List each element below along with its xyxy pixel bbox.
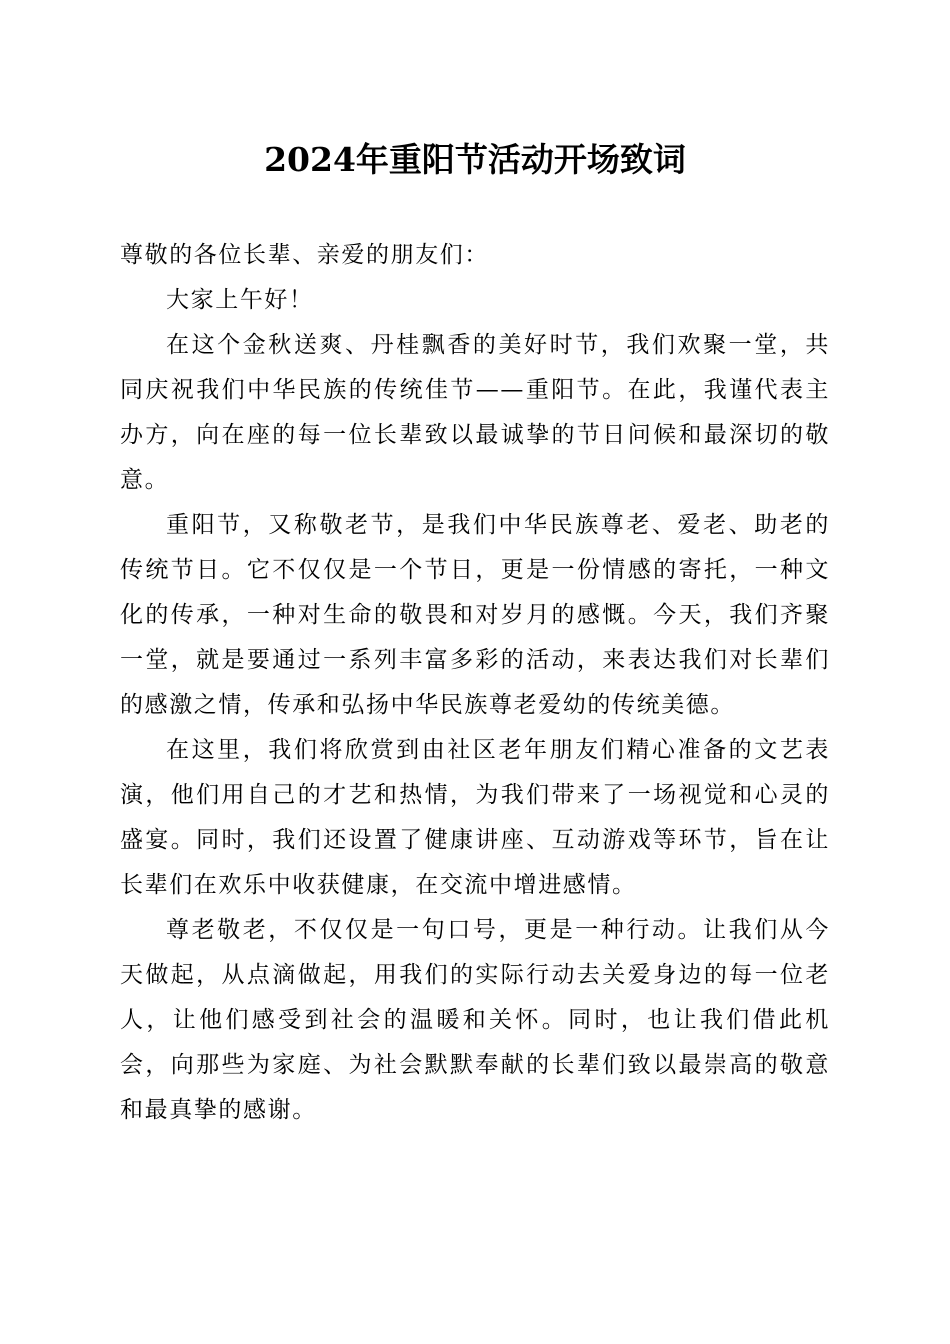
document-title: 2024年重阳节活动开场致词 <box>264 140 686 179</box>
salutation: 尊敬的各位长辈、亲爱的朋友们： <box>120 242 489 268</box>
document-body <box>120 233 830 1133</box>
paragraph-activities: 在这里，我们将欣赏到由社区老年朋友们精心准备的文艺表演，他们用自己的才艺和热情，为我们带来了一场视觉和心灵的盛宴。同时，我们还设置了健康讲座、互动游戏等环节，旨在让长辈们在欢乐中收获健康，在交流中增进感情。 <box>120 737 830 898</box>
paragraph-greeting: 大家上午好！ <box>166 287 314 313</box>
paragraph-call-to-action: 尊老敬老，不仅仅是一句口号，更是一种行动。让我们从今天做起，从点滴做起，用我们的实际行动去关爱身边的每一位老人，让他们感受到社会的温暖和关怀。同时，也让我们借此机会，向那些为家庭、为社会默默奉献的长辈们致以最崇高的敬意和最真挚的感谢。 <box>120 917 830 1123</box>
paragraph-opening: 在这个金秋送爽、丹桂飘香的美好时节，我们欢聚一堂，共同庆祝我们中华民族的传统佳节——重阳节。在此，我谨代表主办方，向在座的每一位长辈致以最诚挚的节日问候和最深切的敬意。 <box>120 332 830 493</box>
paragraph-festival-meaning: 重阳节，又称敬老节，是我们中华民族尊老、爱老、助老的传统节日。它不仅仅是一个节日，更是一份情感的寄托，一种文化的传承，一种对生命的敬畏和对岁月的感慨。今天，我们齐聚一堂，就是要通过一系列丰富多彩的活动，来表达我们对长辈们的感激之情，传承和弘扬中华民族尊老爱幼的传统美德。 <box>120 512 830 718</box>
